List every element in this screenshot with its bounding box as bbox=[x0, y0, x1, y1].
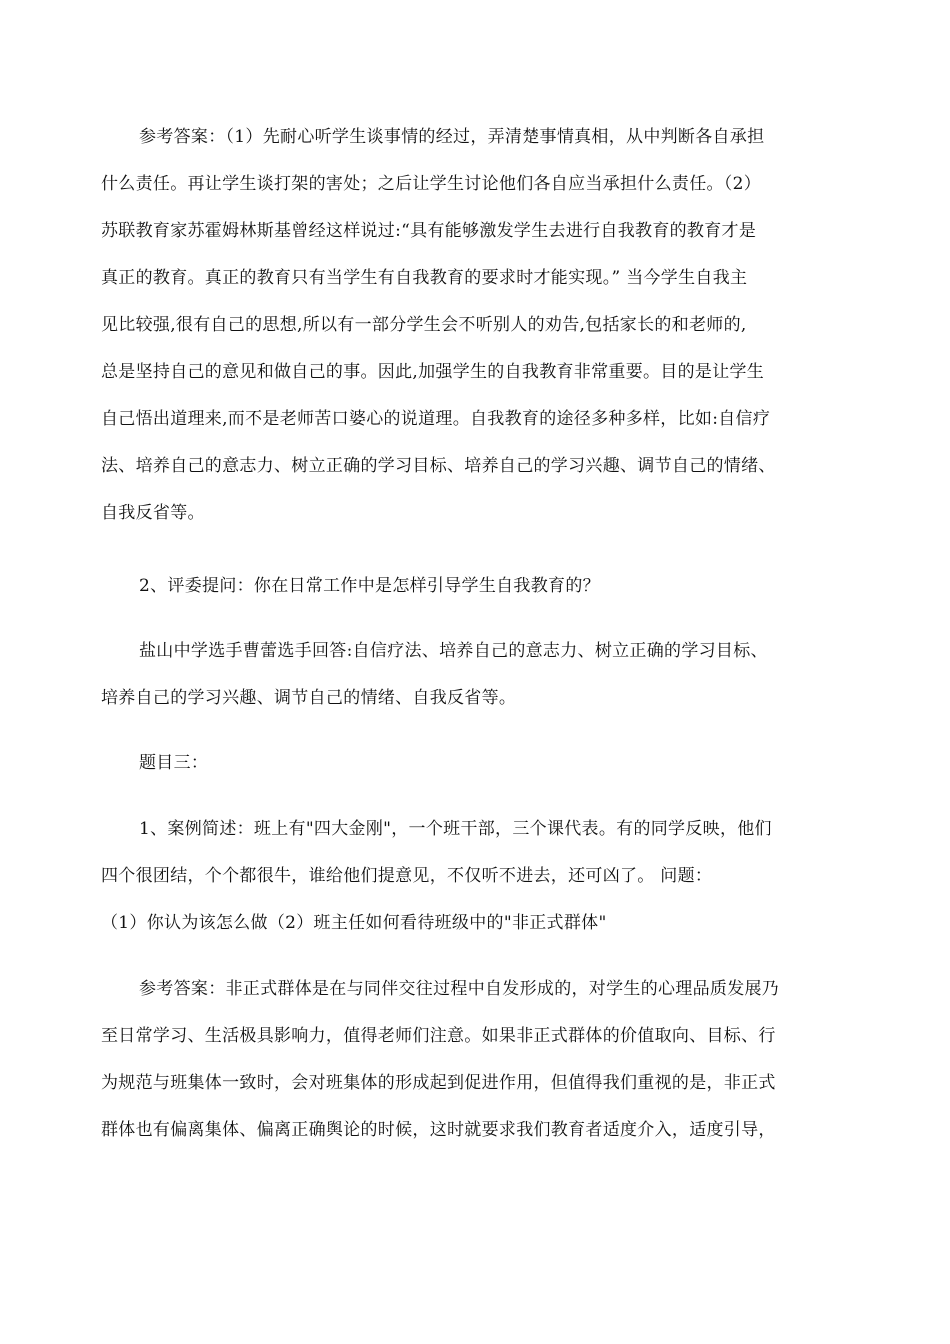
text-line: 苏联教育家苏霍姆林斯基曾经这样说过:“具有能够激发学生去进行自我教育的教育才是 bbox=[101, 221, 757, 241]
text-line: 至日常学习、生活极具影响力，值得老师们注意。如果非正式群体的价值取向、目标、行 bbox=[101, 1026, 776, 1046]
text-line: 真正的教育。真正的教育只有当学生有自我教育的要求时才能实现。” 当今学生自我主 bbox=[101, 268, 748, 288]
text-line: 1、案例简述：班上有"四大金刚"，一个班干部，三个课代表。有的同学反映，他们 bbox=[139, 819, 772, 839]
paragraph-answer-1 bbox=[101, 114, 849, 537]
text-line: 2、评委提问：你在日常工作中是怎样引导学生自我教育的？ bbox=[139, 576, 600, 596]
text-line: 总是坚持自己的意见和做自己的事。因此,加强学生的自我教育非常重要。目的是让学生 bbox=[101, 362, 765, 382]
text-line: 群体也有偏离集体、偏离正确舆论的时候，这时就要求我们教育者适度介入，适度引导， bbox=[101, 1120, 776, 1140]
text-line: 题目三： bbox=[139, 753, 209, 773]
paragraph-reply-2 bbox=[101, 628, 849, 722]
text-line: 盐山中学选手曹蕾选手回答:自信疗法、培养自己的意志力、树立正确的学习目标、 bbox=[139, 641, 768, 661]
text-line: 什么责任。再让学生谈打架的害处；之后让学生讨论他们各自应当承担什么责任。（2） bbox=[101, 174, 762, 194]
text-line: 自我反省等。 bbox=[101, 503, 205, 523]
text-line: 见比较强,很有自己的思想,所以有一部分学生会不听别人的劝告,包括家长的和老师的, bbox=[101, 315, 747, 335]
text-line: 培养自己的学习兴趣、调节自己的情绪、自我反省等。 bbox=[101, 688, 517, 708]
paragraph-case-3 bbox=[101, 806, 849, 947]
text-line: （1）你认为该怎么做（2）班主任如何看待班级中的"非正式群体" bbox=[101, 913, 607, 933]
text-line: 为规范与班集体一致时，会对班集体的形成起到促进作用，但值得我们重视的是，非正式 bbox=[101, 1073, 776, 1093]
text-line: 法、培养自己的意志力、树立正确的学习目标、培养自己的学习兴趣、调节自己的情绪、 bbox=[101, 456, 776, 476]
heading-question-3 bbox=[101, 740, 849, 787]
text-line: 自己悟出道理来,而不是老师苦口婆心的说道理。自我教育的途径多种多样，比如:自信疗 bbox=[101, 409, 771, 429]
paragraph-question-2 bbox=[101, 563, 849, 610]
text-line: 参考答案：非正式群体是在与同伴交往过程中自发形成的，对学生的心理品质发展乃 bbox=[139, 979, 780, 999]
text-line: 参考答案：（1）先耐心听学生谈事情的经过，弄清楚事情真相，从中判断各自承担 bbox=[139, 127, 765, 147]
text-line: 四个很团结，个个都很牛，谁给他们提意见，不仅听不进去，还可凶了。 问题： bbox=[101, 866, 713, 886]
paragraph-answer-3 bbox=[101, 966, 849, 1154]
